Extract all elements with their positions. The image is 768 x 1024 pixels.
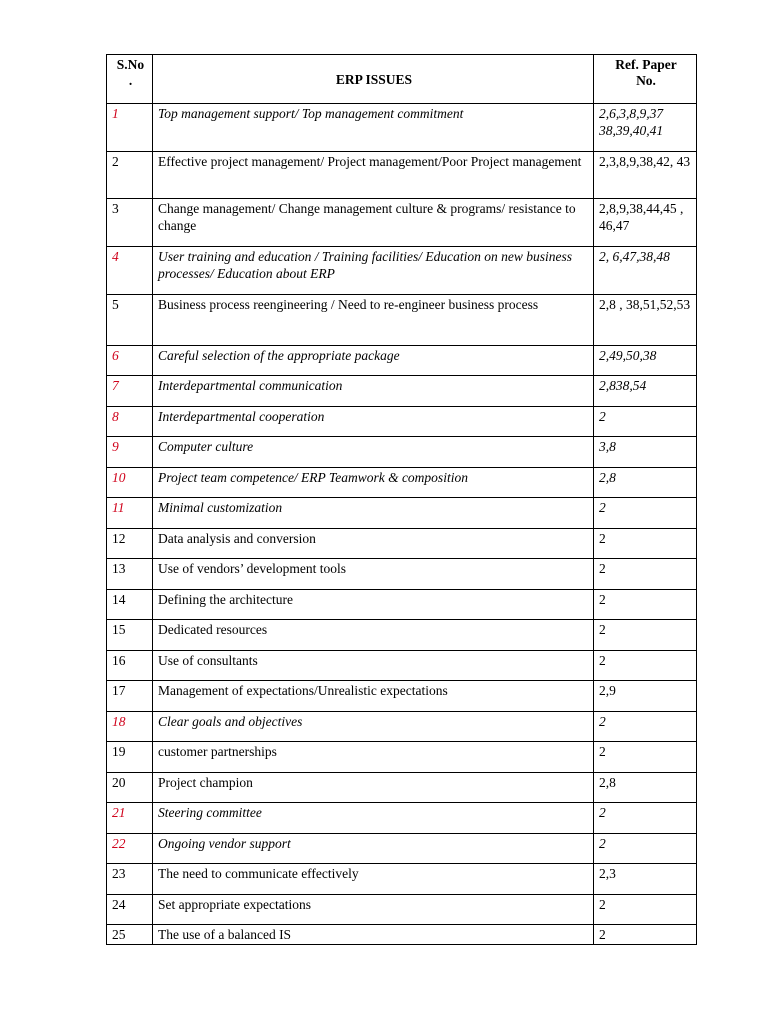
ref-paper-numbers: 2,6,3,8,9,37 38,39,40,41 [594,104,697,152]
erp-issue: The need to communicate effectively [153,864,594,895]
erp-issue: Clear goals and objectives [153,712,594,742]
erp-issue: Use of vendors’ development tools [153,559,594,590]
erp-issue: Minimal customization [153,498,594,529]
row-number: 2 [107,152,153,199]
row-number: 18 [107,712,153,742]
ref-paper-numbers: 2, 6,47,38,48 [594,247,697,295]
table-row [107,559,697,590]
table-row [107,152,697,199]
erp-issue: Interdepartmental communication [153,376,594,407]
row-number: 24 [107,895,153,925]
row-number: 5 [107,295,153,346]
row-number: 25 [107,925,153,945]
ref-paper-numbers: 2,9 [594,681,697,712]
ref-paper-numbers: 2,3,8,9,38,42, 43 [594,152,697,199]
ref-paper-numbers: 2,49,50,38 [594,346,697,376]
erp-issue: Interdepartmental cooperation [153,407,594,437]
row-number: 19 [107,742,153,773]
erp-issue: Careful selection of the appropriate package [153,346,594,376]
erp-issue: Set appropriate expectations [153,895,594,925]
erp-issue: Computer culture [153,437,594,468]
erp-issue: Use of consultants [153,651,594,681]
table-row [107,590,697,620]
table-row [107,247,697,295]
table-row [107,651,697,681]
table-row [107,712,697,742]
erp-issue: Business process reengineering / Need to re-engineer business process [153,295,594,346]
table-row [107,376,697,407]
row-number: 9 [107,437,153,468]
table-row [107,773,697,803]
ref-paper-numbers: 3,8 [594,437,697,468]
ref-paper-numbers: 2 [594,925,697,945]
ref-paper-numbers: 2 [594,529,697,559]
table-row [107,529,697,559]
row-number: 17 [107,681,153,712]
row-number: 8 [107,407,153,437]
ref-paper-numbers: 2,3 [594,864,697,895]
ref-paper-numbers: 2 [594,895,697,925]
table-row [107,295,697,346]
erp-issue: Top management support/ Top management commitment [153,104,594,152]
ref-paper-numbers: 2,8 [594,773,697,803]
row-number: 23 [107,864,153,895]
erp-issue: Data analysis and conversion [153,529,594,559]
erp-issue: Ongoing vendor support [153,834,594,864]
row-number: 7 [107,376,153,407]
table-row [107,437,697,468]
row-number: 15 [107,620,153,651]
ref-paper-numbers: 2 [594,620,697,651]
erp-issue: Management of expectations/Unrealistic expectations [153,681,594,712]
erp-issue: Dedicated resources [153,620,594,651]
header-row [107,55,697,104]
ref-paper-numbers: 2 [594,498,697,529]
row-number: 3 [107,199,153,247]
row-number: 10 [107,468,153,498]
table-row [107,407,697,437]
ref-paper-numbers: 2 [594,803,697,834]
erp-issue: The use of a balanced IS [153,925,594,945]
table-row [107,199,697,247]
table-row [107,620,697,651]
row-number: 13 [107,559,153,590]
table-row [107,498,697,529]
header-ref: Ref. Paper No. [594,55,697,104]
table-row [107,742,697,773]
table-row [107,346,697,376]
ref-paper-numbers: 2 [594,590,697,620]
table-row [107,681,697,712]
row-number: 22 [107,834,153,864]
erp-issue: Steering committee [153,803,594,834]
table-row [107,803,697,834]
ref-paper-numbers: 2 [594,407,697,437]
erp-issue: customer partnerships [153,742,594,773]
erp-issue: Project team competence/ ERP Teamwork & composition [153,468,594,498]
ref-paper-numbers: 2,8,9,38,44,45 , 46,47 [594,199,697,247]
row-number: 20 [107,773,153,803]
erp-issue: Defining the architecture [153,590,594,620]
row-number: 12 [107,529,153,559]
ref-paper-numbers: 2 [594,559,697,590]
row-number: 4 [107,247,153,295]
ref-paper-numbers: 2,8 [594,468,697,498]
row-number: 1 [107,104,153,152]
erp-issue: User training and education / Training facilities/ Education on new business processes/ Education about ERP [153,247,594,295]
row-number: 16 [107,651,153,681]
table-body [107,104,697,945]
table-row [107,895,697,925]
ref-paper-numbers: 2 [594,834,697,864]
table-row [107,834,697,864]
row-number: 11 [107,498,153,529]
table-row [107,925,697,945]
row-number: 21 [107,803,153,834]
table-row [107,104,697,152]
table-row [107,864,697,895]
ref-paper-numbers: 2 [594,712,697,742]
header-sno: S.No . [107,55,153,104]
header-issue: ERP ISSUES [153,55,594,104]
erp-issue: Effective project management/ Project management/Poor Project management [153,152,594,199]
table-row [107,468,697,498]
row-number: 14 [107,590,153,620]
row-number: 6 [107,346,153,376]
ref-paper-numbers: 2,838,54 [594,376,697,407]
ref-paper-numbers: 2,8 , 38,51,52,53 [594,295,697,346]
erp-issue: Change management/ Change management culture & programs/ resistance to change [153,199,594,247]
erp-issues-table [106,54,697,945]
erp-issue: Project champion [153,773,594,803]
ref-paper-numbers: 2 [594,651,697,681]
ref-paper-numbers: 2 [594,742,697,773]
